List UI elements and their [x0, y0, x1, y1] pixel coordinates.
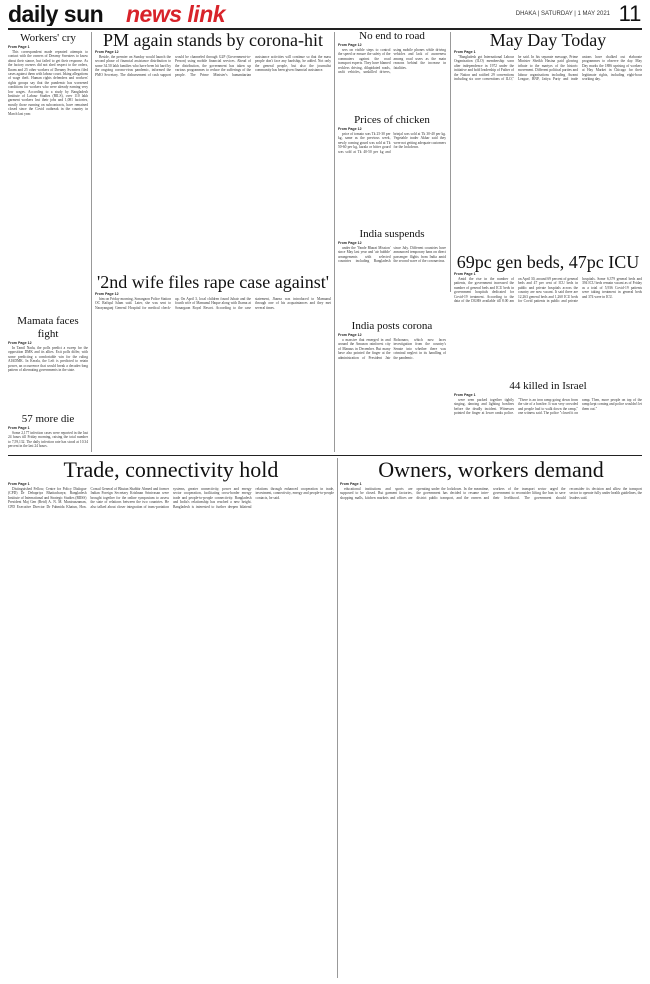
from-page-label: From Page 1: [8, 426, 30, 430]
article-end-to-road: [338, 30, 446, 450]
article-owners: [340, 458, 642, 978]
headline: Owners, workers demand: [378, 458, 604, 482]
column-divider: [91, 32, 92, 452]
article-body: were seen packed together tightly singing, dancing and lighting bonfires before the deadly incident. Witnesses pointed the finger at lower ranks police. "There is an iron ramp going down from the site of a bonfire. It was very crowded and people had to walk down the ramp," one witness said. The police "closed it on ramp. Then, more people on top of the ramp kept coming and police wouldn't let them out.": [454, 398, 642, 416]
article-body: Beside, the premier on Sunday would launch the second phase of financial assistance distribution to some 34.50 lakh families who have been hit hard by the ongoing corona-virus pandemic, informed the PMO Secretary. The disbursement of cash support would be channeled through G2P (Government-to-Person) using mobile financial services. Ahead of the distribution, the government has taken up various programmes to reduce the sufferings of the people. The Prime Minister's humanitarian assistance activities will continue so that the mass people don't face any hardship, he added. Not only the general people, but also the journalist community has been given financial assistance.: [95, 55, 331, 77]
article-body: Amid the rise in the number of patients, the government increased the number of general beds and ICU beds in government hospitals dedicated for Covid-19 treatment. According to the data of the DGHS available till 8.00 am on April 30, around 69 percent of general beds and 47 per cent of ICU beds in public and private hospitals across the country are now vacant. It said there are 12,263 general beds and 1,260 ICU beds for Covid patients in public and private hospitals. Some 6,379 general beds and 394 ICU beds remain vacant as of Friday as a total of 5,936 Covid-19 patients were taking treatment in general beds and 374 were in ICU.: [454, 277, 642, 304]
dateline: DHAKA | SATURDAY | 1 MAY 2021: [515, 11, 610, 17]
article-pm-again: [95, 30, 331, 270]
page-number: 11: [618, 2, 642, 26]
article-body: him on Friday morning, Sonargaon Police Station OC Rafiqul Islam said. Later, she was sent to Narayanganj General Hospital for medical check-up. On April 3, local children found Jubair and the fourth wife of Mamunul Haque along with Jharna at Sonargaon Royal Resort. According to the case statement, Jharna was introduced to Mamunul through one of his acquaintances and they met several times.: [95, 297, 331, 310]
section-divider: [8, 455, 642, 456]
headline: PM again stands by corona-hit: [103, 30, 323, 50]
article-body: educational institutions and sports are supposed to be closed. But garment factories, shopping malls, kitchen markets and offices are operating under the lockdown. In the meantime, the government has decided to resume inter-district public transport, and the owners and workers of the transport sector urged the government to reconsider lifting the ban to save their livelihood. The government should reconsider its decision and allow the transport sector to operate fully under health guidelines, the leaders said.: [340, 487, 642, 500]
headline: 57 more die: [21, 413, 75, 425]
article-icu-beds: [454, 252, 642, 378]
column-divider: [450, 32, 451, 292]
from-page-label: From Page 12: [338, 241, 362, 245]
headline: May Day Today: [489, 30, 607, 50]
from-page-label: From Page 1: [454, 393, 476, 397]
headline: Prices of chicken: [354, 114, 430, 126]
from-page-label: From Page 12: [338, 333, 362, 337]
article-body: a massive that emerged in and around the Amazon rainforest city of Manaus in December. But many have also pointed the finger at the administration of President Jair Bolsonaro, which now faces investigation from the country's Senate into whether there was criminal neglect in its handling of the pandemic.: [338, 338, 446, 360]
article-body: Distinguished Fellow, Centre for Policy Dialogue (CPD) Dr Debapriya Bhattacharya; Bangladesh Institute of International and Strategic Studies (BIISS) President Maj Gen (Retd) A. N. M. Muniruzzaman, CPD Executive Director Dr Fahmida Khatun, Hon. Consul General of Bhutan Shabbir Ahmed and former Indian Foreign Secretary Krishnan Srinivasan were brought together for the online symposium to assess the state of relations between the two countries. He also talked about closer integration of trans-portation systems, greater connectivity, power and energy sector cooperation, facilitating cross-border energy trade and people-to-people connectivity. Bangladesh and India's relationship has reached a new height. Bangladesh is interested to further deepen bilateral relations through enhanced cooperation in trade, investment, connectivity, energy and people-to-people contacts, he said.: [8, 487, 334, 509]
headline: India posts corona: [351, 320, 433, 332]
article-body: sers on visible steps to control the speed or ensure the safety of the commuters against the road transport experts. They have blamed reckless driving, dilapidated roads, unfit vehicles, unskilled drivers, using mobile phones while driving vehicles and lack of awareness among road users as the main reasons behind the increase in fatalities.: [338, 48, 446, 75]
from-page-label: From Page 1: [454, 50, 476, 54]
article-body: price of tomato was Tk 25-30 per kg, same as the previous week, newly coming gourd was sold at Tk 50-60 per kg, karala or bitter gourd was sold at Tk 40-50 per kg and brinjal was sold at Tk 30-40 per kg. Vegetable trader Akbar said they were not getting adequate customers for the lockdown.: [338, 132, 446, 154]
from-page-label: From Page 12: [338, 43, 362, 47]
from-page-label: From Page 1: [454, 272, 476, 276]
headline: 44 killed in Israel: [509, 380, 587, 392]
from-page-label: From Page 12: [338, 127, 362, 131]
from-page-label: From Page 12: [95, 292, 119, 296]
article-body: In Tamil Nadu, the polls predict a sweep for the opposition DMK and its allies. Exit polls differ, with some predicting a comfortable win for the ruling AIADMK. In Kerala, the Left is predicted to retain power, an occurrence that would break a decades-long pattern of alternating governments in the state.: [8, 346, 88, 373]
headline: Mamata faces fight: [17, 315, 79, 340]
column-divider: [334, 32, 335, 452]
article-body: "Bangladesh got International Labour Organisation (ILO) membership soon after independence in 1972 under the initiative and bold leadership of Father of the Nation and ratified 29 conventions including six core conventions of ILO," he said. In his separate message, Prime Minister Sheikh Hasina paid glowing tribute to the martyrs of the historic movement. Different political parties and labour organisations including Awami League, BNP, Jatiya Party and trade unions have chalked out elaborate programmes to observe the day. May Day marks the 1886 uprising of workers at Hay Market in Chicago for their legitimate rights, including eight-hour working day.: [454, 55, 642, 82]
brand-logo: daily sun: [8, 2, 104, 26]
article-second-wife: [95, 272, 331, 452]
headline: India suspends: [359, 228, 425, 240]
article-trade: [8, 458, 334, 978]
article-may-day: [454, 30, 642, 250]
article-body: This correspondent made repeated attempts to contact with the owners of Dreamy Sweaters to know about their stance, but failed to get their response. As the factory owners did not shed respect to the orders, Ikram and 25 other workers of Dreamy Sweaters filed cases against them with labour court. Irking allegations of wage theft. Human rights defenders and workers' rights groups say that the pandemic has worsened conditions for workers who were already earning very low wages. According to a study by Bangladesh Institute of Labour Studies (BILS), over 110 lakh garment workers lost their jobs and 1,081 factories, mostly those running on subcontracts, have remained closed since the Covid outbreak in the country in March last year.: [8, 50, 88, 116]
column-divider: [337, 458, 338, 978]
section-title: news link: [126, 2, 226, 26]
from-page-label: From Page 12: [95, 50, 119, 54]
from-page-label: From Page 1: [8, 45, 30, 49]
from-page-label: From Page 1: [8, 482, 30, 486]
article-body: Some 2,177 infection cases were reported in the last 24 hours till Friday morning, raising the total number to 7,59,132. The daily infection rate has stood at 10.34 percent in the last 24 hours.: [8, 431, 88, 449]
headline: Workers' cry: [20, 32, 76, 44]
article-workers-cry: [8, 32, 88, 452]
article-israel: [454, 380, 642, 452]
from-page-label: From Page 12: [8, 341, 32, 345]
article-body: under the 'Vande Bharat Mission' since May last year and 'air bubble' arrangements with selected countries including Bangladesh since July. Different countries have announced temporary bans on direct passenger flights from India amid the second wave of the coronavirus.: [338, 246, 446, 264]
from-page-label: From Page 1: [340, 482, 362, 486]
headline: '2nd wife files rape case against': [97, 272, 329, 292]
headline: Trade, connectivity hold: [63, 458, 279, 482]
headline: 69pc gen beds, 47pc ICU: [456, 252, 640, 272]
headline: No end to road: [359, 30, 425, 42]
